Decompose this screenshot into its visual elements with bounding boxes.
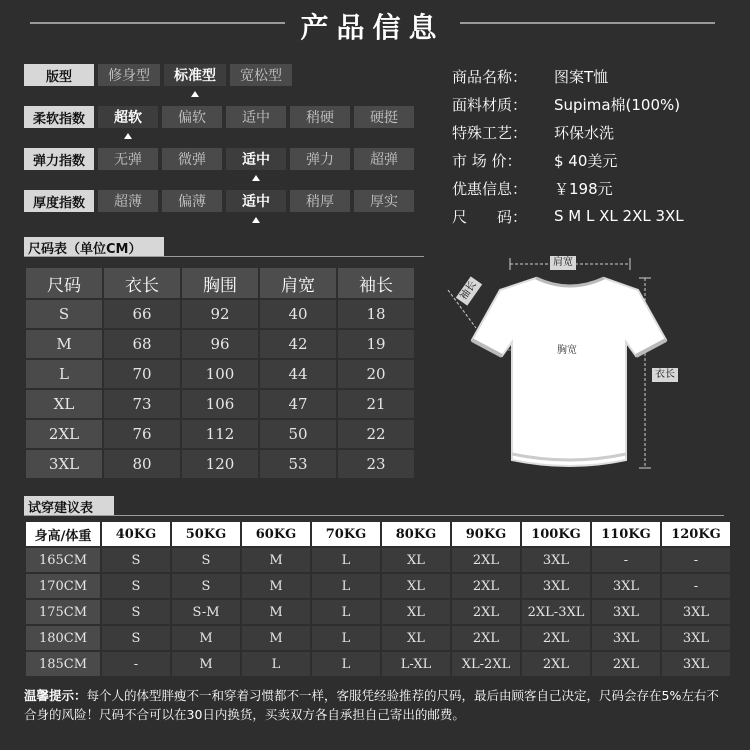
attr-option-selected: 适中 xyxy=(226,190,286,212)
table-cell: 175CM xyxy=(26,600,100,624)
info-key: 特殊工艺： xyxy=(452,123,528,142)
attr-label: 柔软指数 xyxy=(24,106,94,128)
table-cell: M xyxy=(26,330,102,358)
table-cell: 92 xyxy=(182,300,258,328)
table-cell: XL xyxy=(26,390,102,418)
table-cell: 68 xyxy=(104,330,180,358)
info-key: 优惠信息： xyxy=(452,179,528,198)
table-cell: 22 xyxy=(338,420,414,448)
table-cell: 2XL xyxy=(26,420,102,448)
table-row xyxy=(26,330,414,358)
table-cell: XL xyxy=(382,548,450,572)
attr-option-selected: 超软 xyxy=(98,106,158,128)
info-row xyxy=(452,62,742,90)
table-cell: S xyxy=(26,300,102,328)
table-cell: 3XL xyxy=(592,574,660,598)
table-cell: 47 xyxy=(260,390,336,418)
table-cell: 2XL xyxy=(452,548,520,572)
attr-option: 稍厚 xyxy=(290,190,350,212)
table-cell: L xyxy=(312,574,380,598)
table-cell: 2XL xyxy=(452,574,520,598)
selected-marker-icon xyxy=(124,133,132,139)
product-info xyxy=(452,62,742,230)
table-cell: L xyxy=(312,600,380,624)
table-header-cell: 90KG xyxy=(452,522,520,546)
table-header-cell: 身高/体重 xyxy=(26,522,100,546)
page-title: 产品信息 xyxy=(300,11,445,44)
table-cell: 120 xyxy=(182,450,258,478)
table-cell: 3XL xyxy=(662,600,730,624)
tip-text: 每个人的体型胖瘦不一和穿着习惯都不一样，客服凭经验推荐的尺码，最后由顾客自己决定，尺码会存在5%左右不合身的风险！尺码不合可以在30日内换货，买卖双方各自承担自己寄出的邮费。 xyxy=(24,688,719,722)
table-row xyxy=(26,626,730,650)
attr-option: 超薄 xyxy=(98,190,158,212)
table-cell: - xyxy=(662,548,730,572)
table-cell: S xyxy=(102,548,170,572)
attr-option: 偏软 xyxy=(162,106,222,128)
table-cell: 2XL xyxy=(522,626,590,650)
table-cell: L xyxy=(26,360,102,388)
table-cell: 3XL xyxy=(662,626,730,650)
table-row xyxy=(26,420,414,448)
table-cell: 112 xyxy=(182,420,258,448)
table-cell: 76 xyxy=(104,420,180,448)
table-header-cell: 70KG xyxy=(312,522,380,546)
fit-chart-table xyxy=(24,520,732,678)
chest-label: 胸宽 xyxy=(557,345,577,356)
info-row xyxy=(452,118,742,146)
attr-option: 硬挺 xyxy=(354,106,414,128)
table-cell: S xyxy=(102,626,170,650)
table-header-cell: 肩宽 xyxy=(260,268,336,298)
info-key: 市 场 价： xyxy=(452,151,522,170)
table-cell: 2XL-3XL xyxy=(522,600,590,624)
attr-row-elasticity xyxy=(24,148,414,170)
table-cell: 96 xyxy=(182,330,258,358)
table-header-cell: 120KG xyxy=(662,522,730,546)
header-rule-left xyxy=(30,22,285,24)
table-cell: - xyxy=(662,574,730,598)
table-row xyxy=(26,574,730,598)
attr-row-thickness xyxy=(24,190,414,212)
table-cell: S xyxy=(102,600,170,624)
table-cell: XL xyxy=(382,626,450,650)
table-cell: S-M xyxy=(172,600,240,624)
table-cell: 170CM xyxy=(26,574,100,598)
selected-marker-icon xyxy=(252,217,260,223)
table-cell: 18 xyxy=(338,300,414,328)
header xyxy=(0,0,750,52)
attr-label: 版型 xyxy=(24,64,94,86)
attr-option: 宽松型 xyxy=(230,64,292,86)
table-row xyxy=(26,450,414,478)
table-cell: M xyxy=(172,652,240,676)
table-cell: XL xyxy=(382,600,450,624)
table-cell: 2XL xyxy=(522,652,590,676)
table-cell: M xyxy=(242,626,310,650)
info-key: 面料材质： xyxy=(452,95,528,114)
shoulder-label: 肩宽 xyxy=(550,256,576,270)
info-value: S M L XL 2XL 3XL xyxy=(554,207,684,225)
info-row xyxy=(452,146,742,174)
table-cell: 2XL xyxy=(452,600,520,624)
attr-option: 厚实 xyxy=(354,190,414,212)
table-cell: 3XL xyxy=(522,548,590,572)
table-header-cell: 100KG xyxy=(522,522,590,546)
table-cell: XL-2XL xyxy=(452,652,520,676)
selected-marker-icon xyxy=(252,175,260,181)
info-key: 尺 码： xyxy=(452,207,528,226)
table-header-row xyxy=(26,268,414,298)
length-label: 衣长 xyxy=(652,368,678,382)
table-cell: 180CM xyxy=(26,626,100,650)
table-cell: 70 xyxy=(104,360,180,388)
attr-row-fit xyxy=(24,64,292,86)
table-cell: 21 xyxy=(338,390,414,418)
info-key: 商品名称： xyxy=(452,67,528,86)
table-cell: 2XL xyxy=(452,626,520,650)
table-cell: 2XL xyxy=(592,652,660,676)
table-cell: 165CM xyxy=(26,548,100,572)
table-cell: - xyxy=(592,548,660,572)
table-cell: 73 xyxy=(104,390,180,418)
table-header-cell: 40KG xyxy=(102,522,170,546)
attr-label: 弹力指数 xyxy=(24,148,94,170)
attr-option: 偏薄 xyxy=(162,190,222,212)
attr-row-softness xyxy=(24,106,414,128)
size-chart-table xyxy=(24,266,416,480)
table-cell: M xyxy=(242,574,310,598)
table-cell: 20 xyxy=(338,360,414,388)
table-header-cell: 80KG xyxy=(382,522,450,546)
table-row xyxy=(26,548,730,572)
tip-label: 温馨提示： xyxy=(24,688,87,703)
table-cell: 80 xyxy=(104,450,180,478)
table-cell: 40 xyxy=(260,300,336,328)
table-cell: 3XL xyxy=(662,652,730,676)
table-cell: 100 xyxy=(182,360,258,388)
table-header-cell: 尺码 xyxy=(26,268,102,298)
table-row xyxy=(26,600,730,624)
table-cell: L xyxy=(312,548,380,572)
info-value: $ 40美元 xyxy=(554,151,618,170)
sleeve-label: 袖长 xyxy=(456,276,482,305)
attr-option: 稍硬 xyxy=(290,106,350,128)
tshirt-diagram xyxy=(440,250,750,480)
table-row xyxy=(26,300,414,328)
section-rule xyxy=(24,256,424,257)
attr-option: 微弹 xyxy=(162,148,222,170)
section-rule xyxy=(24,515,724,516)
info-value: 环保水洗 xyxy=(554,123,615,142)
table-cell: 66 xyxy=(104,300,180,328)
table-cell: S xyxy=(102,574,170,598)
info-value: 图案T恤 xyxy=(554,67,609,86)
table-row xyxy=(26,652,730,676)
table-cell: L xyxy=(312,652,380,676)
table-cell: 44 xyxy=(260,360,336,388)
table-cell: 3XL xyxy=(592,600,660,624)
info-row xyxy=(452,90,742,118)
table-cell: 185CM xyxy=(26,652,100,676)
table-cell: 53 xyxy=(260,450,336,478)
table-cell: S xyxy=(172,574,240,598)
table-row xyxy=(26,390,414,418)
table-cell: L-XL xyxy=(382,652,450,676)
table-cell: S xyxy=(172,548,240,572)
table-header-cell: 衣长 xyxy=(104,268,180,298)
attr-option: 适中 xyxy=(226,106,286,128)
table-cell: 3XL xyxy=(592,626,660,650)
header-rule-right xyxy=(460,22,715,24)
table-cell: - xyxy=(102,652,170,676)
table-cell: 50 xyxy=(260,420,336,448)
table-cell: 19 xyxy=(338,330,414,358)
fit-chart-title: 试穿建议表 xyxy=(24,496,114,516)
table-cell: L xyxy=(312,626,380,650)
table-row xyxy=(26,360,414,388)
info-row xyxy=(452,174,742,202)
table-cell: 23 xyxy=(338,450,414,478)
table-cell: 3XL xyxy=(522,574,590,598)
attr-option: 超弹 xyxy=(354,148,414,170)
table-cell: XL xyxy=(382,574,450,598)
attr-option: 修身型 xyxy=(98,64,160,86)
attr-option-selected: 标准型 xyxy=(164,64,226,86)
table-cell: 106 xyxy=(182,390,258,418)
attr-option: 弹力 xyxy=(290,148,350,170)
table-header-cell: 胸围 xyxy=(182,268,258,298)
table-cell: 3XL xyxy=(26,450,102,478)
size-chart-title: 尺码表（单位CM） xyxy=(24,237,164,257)
info-value: Supima棉(100%) xyxy=(554,95,681,114)
size-tip xyxy=(24,686,730,724)
attr-option: 无弹 xyxy=(98,148,158,170)
table-cell: M xyxy=(242,600,310,624)
attr-option-selected: 适中 xyxy=(226,148,286,170)
table-cell: M xyxy=(242,548,310,572)
table-cell: 42 xyxy=(260,330,336,358)
selected-marker-icon xyxy=(191,91,199,97)
tshirt-icon xyxy=(440,250,750,480)
table-header-row xyxy=(26,522,730,546)
table-header-cell: 50KG xyxy=(172,522,240,546)
table-header-cell: 110KG xyxy=(592,522,660,546)
attr-label: 厚度指数 xyxy=(24,190,94,212)
table-header-cell: 袖长 xyxy=(338,268,414,298)
table-header-cell: 60KG xyxy=(242,522,310,546)
info-row xyxy=(452,202,742,230)
table-cell: M xyxy=(172,626,240,650)
table-cell: L xyxy=(242,652,310,676)
info-value: ￥198元 xyxy=(554,179,613,198)
